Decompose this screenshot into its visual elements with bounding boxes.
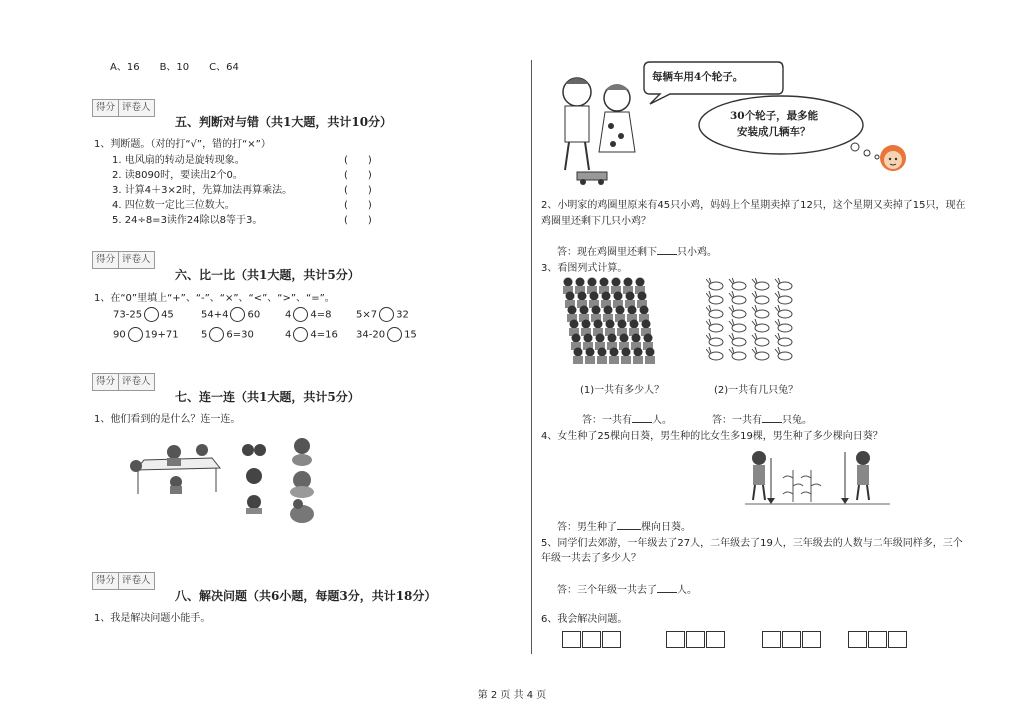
person-head-shape (564, 278, 573, 287)
person-head-shape (622, 348, 631, 357)
rabbit-body-shape (778, 282, 792, 290)
kids-with-toy-cars-illustration (555, 70, 650, 188)
answer-box[interactable] (802, 631, 821, 648)
answer-circle[interactable] (379, 307, 394, 322)
person-head-shape (638, 292, 647, 301)
rabbit-body-shape (732, 296, 746, 304)
person-body-shape (597, 356, 607, 364)
person-head-shape (634, 348, 643, 357)
q4-answer: 答：男生种了 棵向日葵。 (557, 522, 691, 533)
judge-item-3: 3. 计算4＋3×2时，先算加法再算乘法。 (112, 185, 293, 196)
answer-box-group (562, 631, 622, 648)
rabbit-body-shape (732, 310, 746, 318)
answer-paren[interactable]: ( ) (344, 215, 372, 226)
planting-sunflowers-illustration (745, 448, 890, 508)
q3-answer-2: 答：一共有 只兔。 (712, 415, 812, 426)
compare-item: 34-20 15 (356, 327, 417, 342)
rabbit-body-shape (755, 352, 769, 360)
kid-views-illustration (240, 440, 270, 520)
answer-blank[interactable] (657, 245, 677, 255)
section-7-title: 七、连一连（共1大题，共计5分） (175, 390, 360, 404)
rabbit-body-shape (755, 324, 769, 332)
section-8-title: 八、解决问题（共6小题，每题3分，共计18分） (175, 589, 437, 603)
q4-text: 4、女生种了25棵向日葵，男生种的比女生多19棵，男生种了多少棵向日葵？ (541, 431, 883, 442)
judge-item-5: 5. 24÷8=3读作24除以8等于3。 (112, 215, 263, 226)
top-options: A、16 B、10 C、64 (110, 62, 239, 73)
rabbit-body-shape (755, 282, 769, 290)
person-head-shape (578, 292, 587, 301)
people-group-illustration (562, 276, 662, 368)
person-body-shape (633, 356, 643, 364)
answer-circle[interactable] (293, 307, 308, 322)
sec8-question: 1、我是解决问题小能手。 (94, 613, 211, 624)
person-head-shape (614, 292, 623, 301)
person-body-shape (645, 356, 655, 364)
answer-circle[interactable] (387, 327, 402, 342)
person-head-shape (606, 320, 615, 329)
kids-at-table-illustration (124, 438, 224, 498)
person-head-shape (572, 334, 581, 343)
rabbit-body-shape (709, 282, 723, 290)
score-box: 得分 评卷人 (92, 99, 155, 117)
q3-answer-1: 答：一共有 人。 (582, 415, 672, 426)
person-body-shape (609, 356, 619, 364)
person-head-shape (592, 306, 601, 315)
answer-circle[interactable] (144, 307, 159, 322)
rabbit-body-shape (755, 338, 769, 346)
person-head-shape (588, 278, 597, 287)
q2-line1: 2、小明家的鸡圈里原来有45只小鸡，妈妈上个星期卖掉了12只，这个星期又卖掉了15只，现在 (541, 200, 966, 211)
q6-text: 6、我会解决问题。 (541, 614, 628, 625)
answer-paren[interactable]: ( ) (344, 155, 372, 166)
person-body-shape (573, 356, 583, 364)
answer-circle[interactable] (209, 327, 224, 342)
answer-box-group (666, 631, 726, 648)
person-head-shape (602, 292, 611, 301)
person-head-shape (624, 278, 633, 287)
answer-blank[interactable] (762, 413, 782, 423)
answer-box[interactable] (868, 631, 887, 648)
rabbit-ear-shape (729, 305, 734, 312)
rabbit-ear-shape (729, 319, 734, 326)
rabbit-ear-shape (729, 333, 734, 340)
rabbit-ear-shape (775, 333, 780, 340)
rabbit-ear-shape (775, 291, 780, 298)
rabbit-body-shape (732, 324, 746, 332)
q5-line2: 年级一共去了多少人？ (541, 553, 641, 564)
q2-answer: 答：现在鸡圈里还剩下 只小鸡。 (557, 247, 717, 258)
thought-bubble-line2: 安装成几辆车？ (737, 126, 811, 138)
person-head-shape (598, 348, 607, 357)
compare-item: 90 19+71 (113, 327, 179, 342)
person-head-shape (642, 320, 651, 329)
page-footer: 第 2 页 共 4 页 (477, 690, 547, 701)
person-head-shape (630, 320, 639, 329)
answer-box[interactable] (848, 631, 867, 648)
person-head-shape (640, 306, 649, 315)
section-5-title: 五、判断对与错（共1大题，共计10分） (175, 115, 393, 129)
answer-box[interactable] (762, 631, 781, 648)
person-head-shape (590, 292, 599, 301)
judge-item-1: 1. 电风扇的转动是旋转现象。 (112, 155, 245, 166)
rabbit-ear-shape (752, 305, 757, 312)
compare-item: 5×7 32 (356, 307, 409, 322)
rabbit-body-shape (778, 324, 792, 332)
answer-paren[interactable]: ( ) (344, 200, 372, 211)
person-head-shape (626, 292, 635, 301)
rabbit-body-shape (709, 296, 723, 304)
answer-box[interactable] (562, 631, 581, 648)
rabbit-body-shape (732, 352, 746, 360)
sec5-question: 1、判断题。（对的打“√”，错的打“×”） (94, 139, 271, 150)
compare-item: 4 4=8 (285, 307, 331, 322)
person-head-shape (574, 348, 583, 357)
rabbit-ear-shape (706, 347, 711, 354)
rabbit-body-shape (778, 352, 792, 360)
q5-line1: 5、同学们去郊游，一年级去了27人，二年级去了19人，三年级去的人数与二年级同样多，三个 (541, 538, 963, 549)
q3-caption-2: (2)一共有几只兔？ (714, 385, 799, 396)
answer-box-group (848, 631, 908, 648)
answer-circle[interactable] (293, 327, 308, 342)
answer-box[interactable] (602, 631, 621, 648)
judge-item-2: 2. 读8090时，要读出2个0。 (112, 170, 243, 181)
judge-item-4: 4. 四位数一定比三位数大。 (112, 200, 235, 211)
rabbit-body-shape (778, 310, 792, 318)
person-head-shape (568, 306, 577, 315)
rabbit-body-shape (778, 338, 792, 346)
rabbit-ear-shape (706, 305, 711, 312)
person-body-shape (621, 356, 631, 364)
toy-views-illustration (284, 436, 320, 526)
thought-bubble-line1: 30个轮子，最多能 (730, 110, 819, 122)
person-head-shape (566, 292, 575, 301)
speech-bubble-1-text: 每辆车用4个轮子。 (652, 71, 744, 83)
rabbit-body-shape (709, 310, 723, 318)
rabbit-ear-shape (775, 347, 780, 354)
answer-blank[interactable] (657, 583, 677, 593)
answer-box[interactable] (582, 631, 601, 648)
q3-caption-1: (1)一共有多少人？ (580, 385, 665, 396)
person-head-shape (600, 278, 609, 287)
rabbit-ear-shape (752, 347, 757, 354)
rabbit-ear-shape (775, 305, 780, 312)
answer-box[interactable] (706, 631, 725, 648)
q3-title: 3、看图列式计算。 (541, 263, 628, 274)
rabbit-ear-shape (706, 291, 711, 298)
rabbit-body-shape (732, 282, 746, 290)
rabbit-ear-shape (752, 291, 757, 298)
rabbit-body-shape (732, 338, 746, 346)
score-box: 得分 评卷人 (92, 251, 155, 269)
person-head-shape (584, 334, 593, 343)
person-head-shape (616, 306, 625, 315)
person-head-shape (620, 334, 629, 343)
rabbit-ear-shape (752, 319, 757, 326)
answer-box[interactable] (666, 631, 685, 648)
answer-box-group (762, 631, 822, 648)
rabbit-body-shape (778, 296, 792, 304)
person-head-shape (632, 334, 641, 343)
rabbit-ear-shape (775, 319, 780, 326)
person-head-shape (604, 306, 613, 315)
person-head-shape (612, 278, 621, 287)
answer-blank[interactable] (632, 413, 652, 423)
girl-face-icon (876, 140, 910, 174)
person-head-shape (582, 320, 591, 329)
rabbit-body-shape (755, 310, 769, 318)
rabbit-ear-shape (752, 333, 757, 340)
rabbits-group-illustration (706, 278, 806, 368)
person-head-shape (586, 348, 595, 357)
answer-circle[interactable] (128, 327, 143, 342)
q5-answer: 答：三个年级一共去了 人。 (557, 585, 697, 596)
person-head-shape (580, 306, 589, 315)
rabbit-ear-shape (729, 347, 734, 354)
answer-paren[interactable]: ( ) (344, 170, 372, 181)
compare-item: 54+4 60 (201, 307, 260, 322)
answer-circle[interactable] (230, 307, 245, 322)
answer-paren[interactable]: ( ) (344, 185, 372, 196)
person-head-shape (646, 348, 655, 357)
answer-box[interactable] (686, 631, 705, 648)
answer-box[interactable] (888, 631, 907, 648)
person-head-shape (644, 334, 653, 343)
compare-item: 73-25 45 (113, 307, 174, 322)
section-6-title: 六、比一比（共1大题，共计5分） (175, 268, 360, 282)
person-body-shape (585, 356, 595, 364)
sec7-question: 1、他们看到的是什么？连一连。 (94, 414, 241, 425)
column-divider (531, 60, 532, 654)
answer-blank[interactable] (617, 520, 641, 530)
person-head-shape (594, 320, 603, 329)
person-head-shape (596, 334, 605, 343)
person-head-shape (610, 348, 619, 357)
rabbit-body-shape (709, 338, 723, 346)
rabbit-body-shape (709, 324, 723, 332)
score-box: 得分 评卷人 (92, 572, 155, 590)
rabbit-body-shape (709, 352, 723, 360)
rabbit-body-shape (755, 296, 769, 304)
rabbit-ear-shape (729, 291, 734, 298)
q2-line2: 鸡圈里还剩下几只小鸡？ (541, 216, 651, 227)
rabbit-ear-shape (706, 319, 711, 326)
rabbit-ear-shape (706, 333, 711, 340)
person-head-shape (628, 306, 637, 315)
person-head-shape (618, 320, 627, 329)
score-box: 得分 评卷人 (92, 373, 155, 391)
person-head-shape (636, 278, 645, 287)
answer-box[interactable] (782, 631, 801, 648)
person-head-shape (608, 334, 617, 343)
compare-item: 4 4=16 (285, 327, 338, 342)
compare-item: 5 6=30 (201, 327, 254, 342)
sec6-question: 1、在“0”里填上“+”、“-”、“×”、“<”、“>”、“=”。 (94, 293, 335, 304)
person-head-shape (570, 320, 579, 329)
person-head-shape (576, 278, 585, 287)
